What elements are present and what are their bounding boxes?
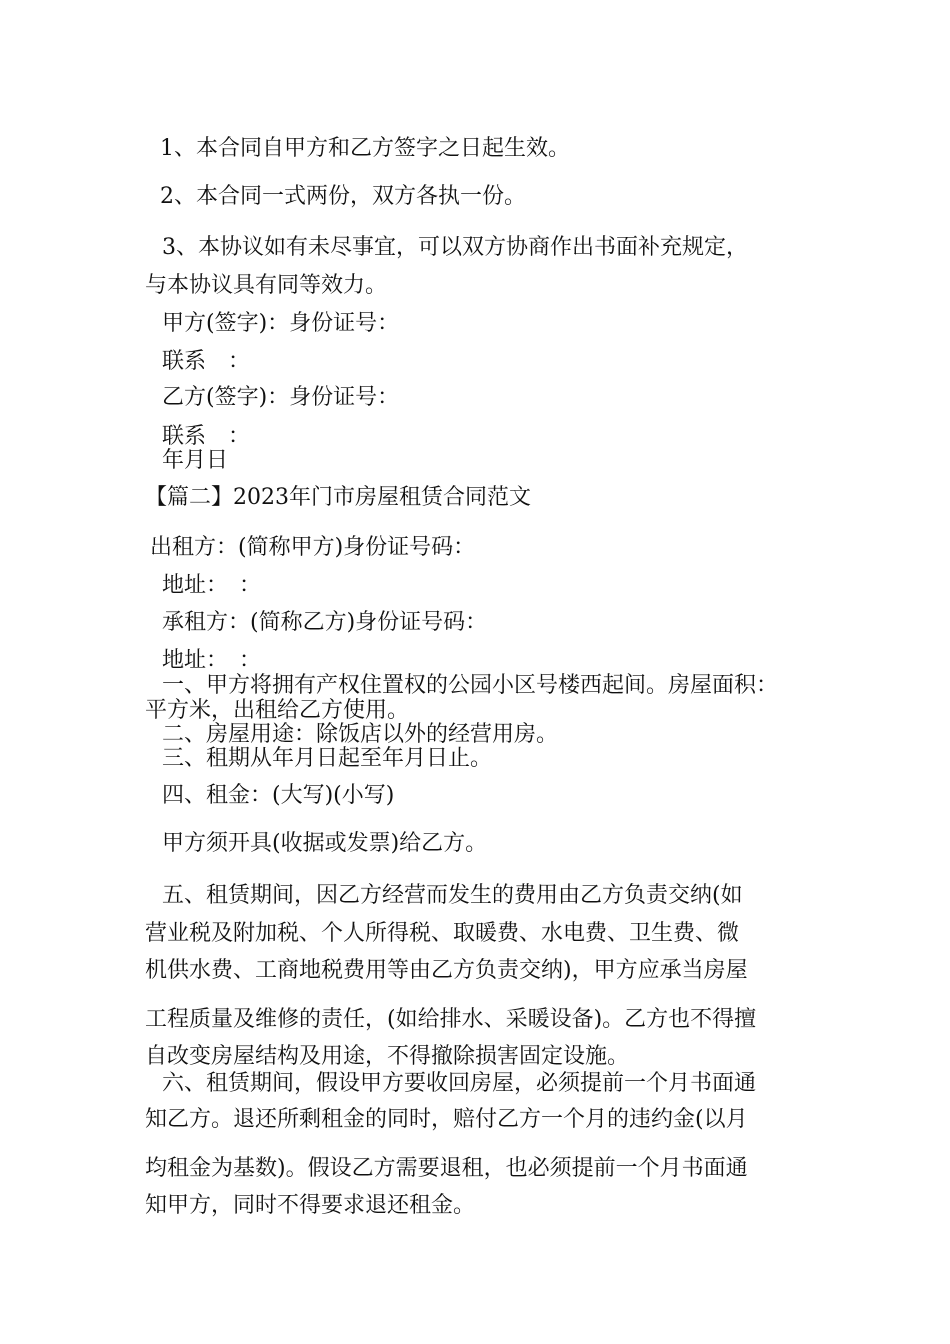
clause-supplement: 3、本协议如有未尽事宜，可以双方协商作出书面补充规定， bbox=[162, 235, 748, 260]
clause-effective: 1、本合同自甲方和乙方签字之日起生效。 bbox=[160, 136, 570, 161]
clause-3: 三、租期从年月日起至年月日止。 bbox=[162, 746, 493, 771]
lessee-address: 地址： ： bbox=[162, 648, 262, 673]
clause-supplement-cont: 与本协议具有同等效力。 bbox=[145, 273, 388, 298]
clause-1: 一、甲方将拥有产权住置权的公园小区号楼西起间。房屋面积： bbox=[162, 673, 779, 698]
clause-6-line-2: 知乙方。退还所剩租金的同时，赔付乙方一个月的违约金(以月 bbox=[145, 1107, 748, 1132]
clause-4: 四、租金：(大写)(小写) bbox=[162, 783, 395, 808]
clause-5-line-5: 自改变房屋结构及用途，不得撤除损害固定设施。 bbox=[145, 1044, 630, 1069]
clause-1-cont: 平方米，出租给乙方使用。 bbox=[145, 698, 410, 723]
party-a-contact: 联系 ： bbox=[162, 349, 251, 374]
section-title: 【篇二】2023年门市房屋租赁合同范文 bbox=[145, 485, 531, 510]
lessor-address: 地址： ： bbox=[162, 573, 262, 598]
party-b-contact: 联系 ： bbox=[162, 424, 251, 449]
party-a-signature: 甲方(签字)：身份证号： bbox=[162, 311, 400, 336]
invoice-line: 甲方须开具(收据或发票)给乙方。 bbox=[162, 831, 488, 856]
clause-5-line-2: 营业税及附加税、个人所得税、取暖费、水电费、卫生费、微 bbox=[145, 921, 740, 946]
clause-6-line-3: 均租金为基数)。假设乙方需要退租，也必须提前一个月书面通 bbox=[145, 1156, 748, 1181]
clause-copies: 2、本合同一式两份，双方各执一份。 bbox=[160, 184, 526, 209]
clause-2: 二、房屋用途：除饭店以外的经营用房。 bbox=[162, 722, 559, 747]
clause-5-line-3: 机供水费、工商地税费用等由乙方负责交纳)，甲方应承当房屋 bbox=[145, 958, 748, 983]
clause-5-line-4: 工程质量及维修的责任，(如给排水、采暖设备)。乙方也不得擅 bbox=[145, 1007, 757, 1032]
lessee-line: 承租方：(简称乙方)身份证号码： bbox=[162, 610, 488, 635]
clause-6-line-4: 知甲方，同时不得要求退还租金。 bbox=[145, 1193, 476, 1218]
clause-5: 五、租赁期间，因乙方经营而发生的费用由乙方负责交纳(如 bbox=[162, 883, 743, 908]
date-line: 年月日 bbox=[162, 448, 229, 473]
clause-6: 六、租赁期间，假设甲方要收回房屋，必须提前一个月书面通 bbox=[162, 1071, 757, 1096]
party-b-signature: 乙方(签字)：身份证号： bbox=[162, 385, 400, 410]
lessor-line: 出租方：(简称甲方)身份证号码： bbox=[150, 535, 476, 560]
